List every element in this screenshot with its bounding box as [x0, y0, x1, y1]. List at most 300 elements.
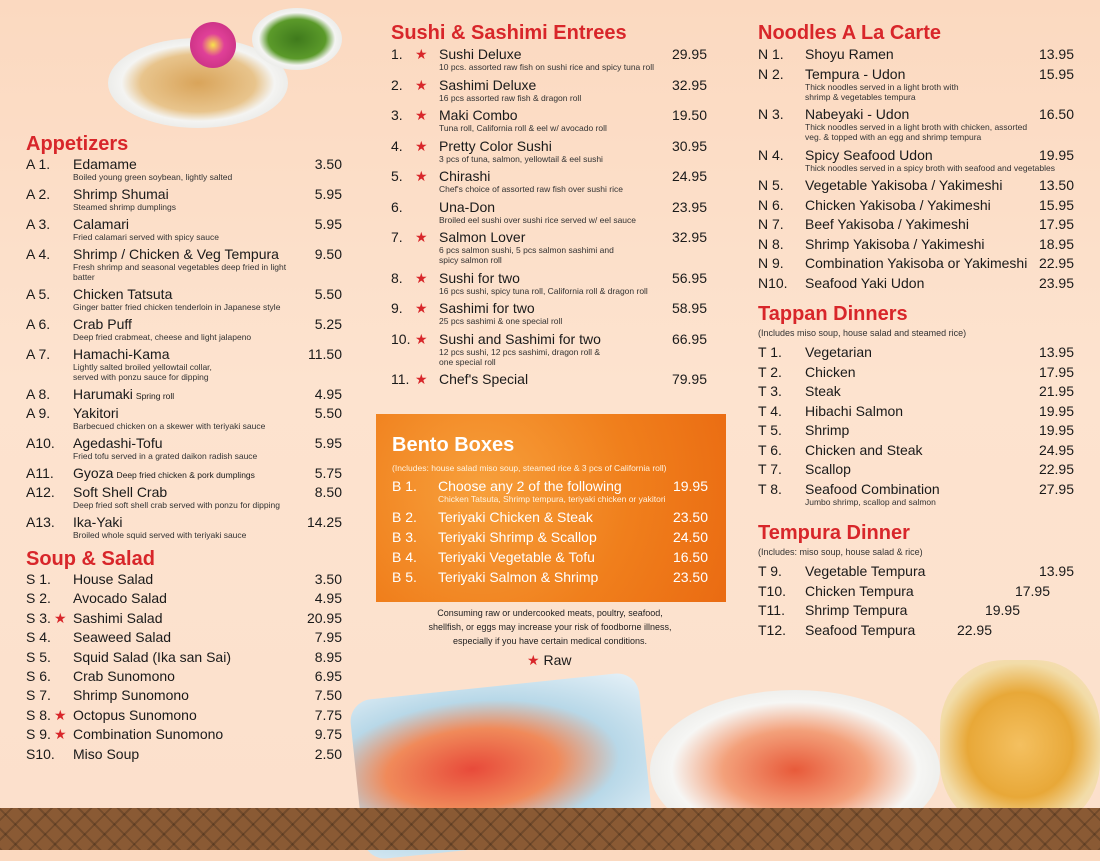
item-price: 17.95 — [1038, 216, 1074, 232]
appetizers-heading: Appetizers — [26, 133, 129, 155]
item-price: 79.95 — [671, 371, 707, 387]
item-name-text: Teriyaki Shrimp & Scallop — [438, 529, 597, 545]
item-price: 20.95 — [306, 609, 342, 626]
item-code: A 8. — [26, 386, 51, 402]
item-description — [805, 82, 959, 102]
menu-item — [391, 77, 707, 108]
item-code: N 2. — [758, 65, 784, 82]
item-price: 23.95 — [1038, 274, 1074, 291]
menu-item — [758, 344, 1074, 364]
item-price: 23.50 — [672, 569, 708, 585]
item-description — [73, 530, 246, 540]
decorative-footer-band — [0, 808, 1100, 850]
item-description — [73, 362, 212, 382]
item-code: 4. — [391, 137, 403, 154]
item-name-text: Sushi for two — [439, 269, 520, 286]
menu-item — [26, 405, 342, 435]
item-name-text: Sashimi Salad — [73, 609, 163, 626]
item-description — [439, 184, 623, 194]
item-description — [805, 163, 1055, 173]
item-price: 15.95 — [1038, 196, 1074, 213]
item-name-text: Calamari — [73, 216, 130, 232]
item-description — [73, 451, 257, 461]
item-code: S 2. — [26, 590, 51, 607]
item-name-text: Shrimp / Chicken & Veg Tempura — [73, 246, 279, 262]
item-price: 2.50 — [314, 745, 342, 762]
item-name-text: Maki Combo — [439, 107, 518, 123]
item-price: 16.50 — [1038, 106, 1074, 122]
menu-item — [391, 331, 707, 372]
item-code: A 7. — [26, 346, 51, 362]
menu-item — [758, 197, 1074, 217]
item-description-line: Barbecued chicken on a skewer with teriyaki sauce — [73, 421, 266, 431]
item-name — [805, 442, 923, 458]
item-name — [438, 569, 598, 585]
menu-item — [758, 255, 1074, 275]
item-name — [439, 46, 522, 62]
item-price: 22.95 — [1038, 461, 1074, 477]
raw-legend — [527, 652, 571, 669]
item-description-line: Fried calamari served with spicy sauce — [73, 232, 219, 242]
item-price: 17.95 — [1038, 363, 1074, 380]
item-name — [439, 270, 520, 286]
item-name-text: Hamachi-Kama — [73, 346, 170, 362]
item-price: 8.50 — [314, 484, 342, 500]
item-price: 19.95 — [672, 478, 708, 494]
item-price: 66.95 — [671, 330, 707, 347]
item-price: 5.95 — [314, 435, 342, 451]
bento-item — [392, 529, 708, 549]
raw-star-icon: ★ — [54, 706, 67, 723]
item-price: 19.95 — [984, 602, 1020, 618]
menu-item — [758, 66, 1074, 107]
menu-item — [758, 236, 1074, 256]
item-description — [439, 93, 581, 103]
item-description — [439, 286, 648, 296]
menu-item — [758, 216, 1074, 236]
menu-item — [758, 147, 1074, 178]
item-price: 23.50 — [672, 509, 708, 525]
item-description-line: Boiled young green soybean, lightly salted — [73, 172, 233, 182]
item-name — [73, 435, 163, 451]
item-description — [439, 316, 562, 326]
item-price: 16.50 — [672, 549, 708, 565]
item-name-text: Chirashi — [439, 168, 491, 184]
item-name — [73, 746, 139, 762]
item-name-text: Beef Yakisoba / Yakimeshi — [805, 216, 969, 232]
soup-salad-heading: Soup & Salad — [26, 548, 155, 570]
item-description-line: Deep fried soft shell crab served with ponzu for dipping — [73, 500, 280, 510]
item-name-text: Tempura - Udon — [805, 65, 906, 82]
item-code: N 3. — [758, 106, 784, 122]
item-name — [73, 590, 167, 606]
item-name-text: Hibachi Salmon — [805, 402, 904, 419]
menu-item — [391, 46, 707, 77]
item-code: 11. — [391, 371, 410, 387]
item-name-text: Edamame — [73, 156, 137, 172]
item-price: 7.95 — [314, 629, 342, 646]
item-code: 3. — [391, 107, 403, 123]
item-code: B 4. — [392, 549, 417, 565]
item-code: T 9. — [758, 563, 782, 579]
item-description-line: Chicken Tatsuta, Shrimp tempura, teriyaki chicken or yakitori — [438, 494, 666, 504]
item-name-text: House Salad — [73, 571, 154, 587]
disclaimer-line-1: Consuming raw or undercooked meats, poultry, seafood, — [437, 608, 663, 618]
item-name — [805, 622, 915, 638]
item-name — [805, 364, 856, 380]
item-code: A10. — [26, 435, 55, 451]
item-name-text: Combination Sunomono — [73, 726, 224, 743]
item-price: 11.50 — [308, 346, 342, 362]
item-name — [805, 255, 1027, 271]
menu-item — [391, 138, 707, 169]
item-name-text: Combination Yakisoba or Yakimeshi — [805, 255, 1028, 271]
seaweed-salad-image — [252, 8, 342, 70]
item-code: N10. — [758, 274, 788, 291]
item-name-text: Miso Soup — [73, 745, 140, 762]
item-price: 32.95 — [671, 76, 707, 93]
item-description-line: Fresh shrimp and seasonal vegetables deep fried in light — [73, 262, 287, 272]
item-description-line: shrimp & vegetables tempura — [805, 91, 916, 102]
raw-star-icon: ★ — [415, 371, 428, 387]
item-code: A13. — [26, 514, 55, 530]
item-code: A 3. — [26, 216, 51, 232]
item-description — [73, 421, 265, 431]
item-name — [439, 168, 490, 184]
item-description-line: 6 pcs salmon sushi, 5 pcs salmon sashimi and — [439, 245, 614, 255]
item-name — [439, 138, 552, 154]
orchid-flower-image — [190, 22, 236, 68]
item-name — [805, 216, 969, 232]
item-price: 22.95 — [1038, 255, 1074, 271]
item-name — [805, 583, 914, 599]
item-name-text: Sushi Deluxe — [439, 46, 522, 62]
left-column — [26, 133, 342, 765]
raw-star-icon: ★ — [415, 46, 428, 62]
item-name — [439, 229, 525, 245]
item-code: A 2. — [26, 186, 51, 202]
item-description — [439, 245, 614, 265]
bento-item — [392, 549, 708, 569]
item-price: 19.95 — [1038, 422, 1074, 438]
item-name — [73, 346, 169, 362]
item-name-text: Shoyu Ramen — [805, 46, 894, 62]
item-price: 23.95 — [671, 198, 707, 215]
item-description — [439, 154, 603, 164]
item-description-line: batter — [73, 272, 95, 282]
item-code: S 3. — [26, 609, 51, 626]
item-name — [73, 629, 171, 645]
menu-item — [26, 465, 342, 484]
item-description-line: Jumbo shrimp, scallop and salmon — [805, 496, 936, 507]
item-code: S 6. — [26, 667, 51, 684]
item-name-text: Sashimi Deluxe — [439, 76, 537, 93]
menu-item — [26, 610, 342, 629]
item-description — [73, 262, 286, 282]
item-description — [73, 500, 280, 510]
item-name — [73, 668, 175, 684]
item-description — [805, 497, 936, 507]
menu-item — [26, 707, 342, 726]
item-name-text: Teriyaki Vegetable & Tofu — [438, 549, 595, 565]
item-code: N 5. — [758, 177, 784, 193]
item-name — [805, 106, 909, 122]
menu-item — [26, 629, 342, 648]
item-name — [805, 275, 924, 291]
item-code: N 9. — [758, 255, 784, 271]
menu-item — [391, 371, 707, 391]
item-name-text: Agedashi-Tofu — [73, 435, 163, 451]
item-description — [439, 215, 636, 225]
item-code: T 5. — [758, 422, 782, 438]
item-price: 14.25 — [306, 514, 342, 530]
item-price: 18.95 — [1038, 235, 1074, 252]
item-name-text: Pretty Color Sushi — [439, 137, 552, 154]
item-name-text: Shrimp Shumai — [73, 186, 169, 202]
item-description-line: 25 pcs sashimi & one special roll — [439, 316, 563, 326]
item-price: 15.95 — [1038, 65, 1074, 82]
item-name-text: Crab Sunomono — [73, 667, 175, 684]
item-price: 4.95 — [314, 590, 342, 607]
item-code: T 4. — [758, 402, 782, 419]
item-name-text: Avocado Salad — [73, 590, 167, 607]
raw-legend-label: Raw — [543, 652, 572, 668]
item-name-text: Chicken — [805, 363, 856, 380]
item-name — [438, 478, 622, 494]
item-name-text: Teriyaki Chicken & Steak — [438, 509, 593, 525]
item-description-line: veg. & topped with an egg and shrimp tempura — [805, 132, 982, 142]
item-name-text: Octopus Sunomono — [73, 706, 197, 723]
raw-star-icon: ★ — [415, 107, 428, 123]
item-name-text: Shrimp Sunomono — [73, 687, 189, 704]
bento-note: (Includes: house salad miso soup, steamed rice & 3 pcs of California roll) — [392, 463, 667, 473]
item-price: 21.95 — [1038, 383, 1074, 399]
item-name — [439, 371, 528, 387]
item-description-line: 16 pcs sushi, spicy tuna roll, California roll & dragon roll — [439, 285, 648, 296]
menu-item — [26, 726, 342, 745]
item-description-line: spicy salmon roll — [439, 255, 502, 265]
item-code: T 3. — [758, 383, 782, 399]
item-name — [805, 46, 894, 62]
tempura-image — [940, 660, 1100, 830]
item-description-line: Broiled whole squid served with teriyaki sauce — [73, 530, 247, 540]
item-code: B 5. — [392, 569, 417, 585]
menu-item — [26, 571, 342, 590]
bento-boxes-panel — [376, 414, 726, 602]
item-description-line: Thick noodles served in a light broth with chicken, assorted — [805, 122, 1028, 132]
item-description — [439, 62, 654, 72]
menu-item — [391, 229, 707, 270]
item-description-line: Fried tofu served in a grated daikon radish sauce — [73, 451, 258, 461]
raw-star-icon: ★ — [415, 269, 428, 286]
item-name — [805, 403, 903, 419]
item-code: N 4. — [758, 146, 784, 163]
item-name-text: Teriyaki Salmon & Shrimp — [438, 569, 599, 585]
item-price: 32.95 — [671, 229, 707, 245]
item-name-text: Seafood Combination — [805, 480, 940, 497]
tappan-list — [758, 344, 1074, 511]
item-name — [805, 147, 933, 163]
item-name-text: Vegetable Tempura — [805, 563, 926, 579]
item-name-text: Ika-Yaki — [73, 514, 123, 530]
item-price: 27.95 — [1038, 480, 1074, 497]
item-name — [438, 549, 595, 565]
soup-salad-list — [26, 571, 342, 765]
item-code: 9. — [391, 300, 403, 316]
item-name — [439, 107, 518, 123]
item-name — [73, 610, 163, 626]
raw-star-icon: ★ — [54, 609, 67, 626]
menu-item — [391, 270, 707, 301]
menu-item — [758, 275, 1074, 295]
item-code: S10. — [26, 745, 55, 762]
item-name-text: Crab Puff — [73, 316, 132, 332]
item-name — [439, 331, 601, 347]
item-name — [439, 300, 535, 316]
item-name — [73, 484, 167, 500]
item-description-line: Broiled eel sushi over sushi rice served w/ eel sauce — [439, 214, 637, 225]
menu-item — [758, 403, 1074, 423]
item-code: S 7. — [26, 687, 51, 704]
item-code: S 1. — [26, 571, 51, 587]
item-name — [73, 707, 197, 723]
item-name — [805, 461, 851, 477]
item-name — [805, 66, 905, 82]
food-safety-disclaimer — [400, 606, 700, 648]
menu-item — [758, 422, 1074, 442]
item-name-text: Salmon Lover — [439, 229, 526, 245]
menu-item — [26, 246, 342, 286]
tappan-note: (Includes miso soup, house salad and steamed rice) — [758, 328, 967, 338]
item-description-line: Steamed shrimp dumplings — [73, 202, 176, 212]
item-price: 5.25 — [314, 316, 342, 332]
item-name — [73, 571, 153, 587]
menu-item — [26, 746, 342, 765]
item-code: T 7. — [758, 461, 782, 477]
bento-item — [392, 569, 708, 589]
raw-star-icon: ★ — [54, 726, 67, 743]
item-code: B 3. — [392, 529, 417, 545]
item-description-line: 10 pcs. assorted raw fish on sushi rice and spicy tuna roll — [439, 62, 654, 72]
item-description-line: 3 pcs of tuna, salmon, yellowtail & eel sushi — [439, 153, 603, 164]
item-price: 24.50 — [672, 529, 708, 545]
item-price: 58.95 — [671, 300, 707, 316]
item-description-line: 16 pcs assorted raw fish & dragon roll — [439, 92, 582, 103]
item-name — [73, 186, 169, 202]
item-price: 9.75 — [314, 726, 342, 743]
item-description — [73, 332, 251, 342]
item-description-line: Lightly salted broiled yellowtail collar, — [73, 362, 212, 372]
menu-item — [26, 186, 342, 216]
item-code: N 1. — [758, 46, 784, 62]
raw-star-icon: ★ — [527, 652, 540, 668]
item-description-line: Thick noodles served in a light broth with — [805, 81, 959, 92]
item-name-text: Yakitori — [73, 405, 119, 421]
item-name-text: Spicy Seafood Udon — [805, 146, 933, 163]
item-description-line: one special roll — [439, 356, 496, 367]
item-code: 1. — [391, 46, 403, 62]
item-name — [73, 386, 174, 402]
item-code: T12. — [758, 621, 787, 638]
item-name-text: Seafood Yaki Udon — [805, 274, 925, 291]
item-code: A 4. — [26, 246, 51, 262]
item-description — [438, 494, 666, 504]
raw-star-icon: ★ — [415, 300, 428, 316]
item-name — [439, 199, 495, 215]
item-code: S 9. — [26, 726, 51, 743]
item-code: S 8. — [26, 706, 51, 723]
item-description-line: served with ponzu sauce for dipping — [73, 372, 209, 382]
tempura-list — [758, 563, 1074, 641]
item-name — [438, 529, 597, 545]
item-code: A 1. — [26, 156, 51, 172]
item-name-text: Squid Salad (Ika san Sai) — [73, 648, 231, 665]
item-name-text: Choose any 2 of the following — [438, 478, 622, 494]
item-name-text: Seaweed Salad — [73, 629, 172, 646]
item-name-text: Scallop — [805, 461, 851, 477]
item-name — [805, 177, 1002, 193]
item-name — [73, 216, 129, 232]
item-code: 10. — [391, 330, 411, 347]
item-code: S 5. — [26, 648, 51, 665]
item-price: 5.95 — [314, 186, 342, 202]
item-price: 13.95 — [1038, 563, 1074, 579]
raw-star-icon: ★ — [415, 229, 428, 245]
menu-item — [758, 481, 1074, 512]
item-price: 13.95 — [1038, 344, 1074, 360]
item-code: B 2. — [392, 509, 417, 525]
menu-item — [391, 168, 707, 199]
appetizers-list — [26, 156, 342, 544]
item-name — [73, 687, 189, 703]
item-code: 2. — [391, 76, 403, 93]
menu-item — [26, 286, 342, 316]
item-name — [805, 383, 841, 399]
item-code: N 8. — [758, 235, 784, 252]
item-name — [73, 726, 223, 742]
menu-item — [391, 300, 707, 331]
raw-star-icon: ★ — [415, 137, 428, 154]
item-code: T 6. — [758, 441, 782, 458]
item-name-text: Shrimp Yakisoba / Yakimeshi — [805, 235, 985, 252]
item-code: T10. — [758, 582, 787, 599]
menu-item — [26, 514, 342, 544]
item-code: N 6. — [758, 196, 784, 213]
item-name-text: Chicken Tatsuta — [73, 286, 173, 302]
raw-star-icon: ★ — [415, 168, 428, 184]
item-name-text: Chef's Special — [439, 371, 529, 387]
item-price: 13.50 — [1038, 177, 1074, 193]
item-price: 17.95 — [1014, 582, 1050, 599]
item-price: 8.95 — [314, 648, 342, 665]
item-name-text: Sushi and Sashimi for two — [439, 330, 601, 347]
item-code: A 9. — [26, 405, 51, 421]
item-price: 56.95 — [671, 269, 707, 286]
disclaimer-line-3: especially if you have certain medical conditions. — [452, 636, 648, 646]
menu-item — [758, 563, 1074, 583]
item-code: T 2. — [758, 363, 782, 380]
item-name-text: Steak — [805, 383, 841, 399]
item-price: 19.50 — [671, 107, 707, 123]
item-name-text: Soft Shell Crab — [73, 484, 168, 500]
tempura-note: (Includes: miso soup, house salad & rice) — [758, 547, 923, 557]
item-name-text: Sashimi for two — [439, 300, 535, 316]
sushi-heading: Sushi & Sashimi Entrees — [391, 22, 627, 44]
item-price: 7.75 — [314, 706, 342, 723]
item-price: 5.95 — [314, 216, 342, 232]
item-name — [805, 422, 849, 438]
item-price: 9.50 — [314, 246, 342, 262]
